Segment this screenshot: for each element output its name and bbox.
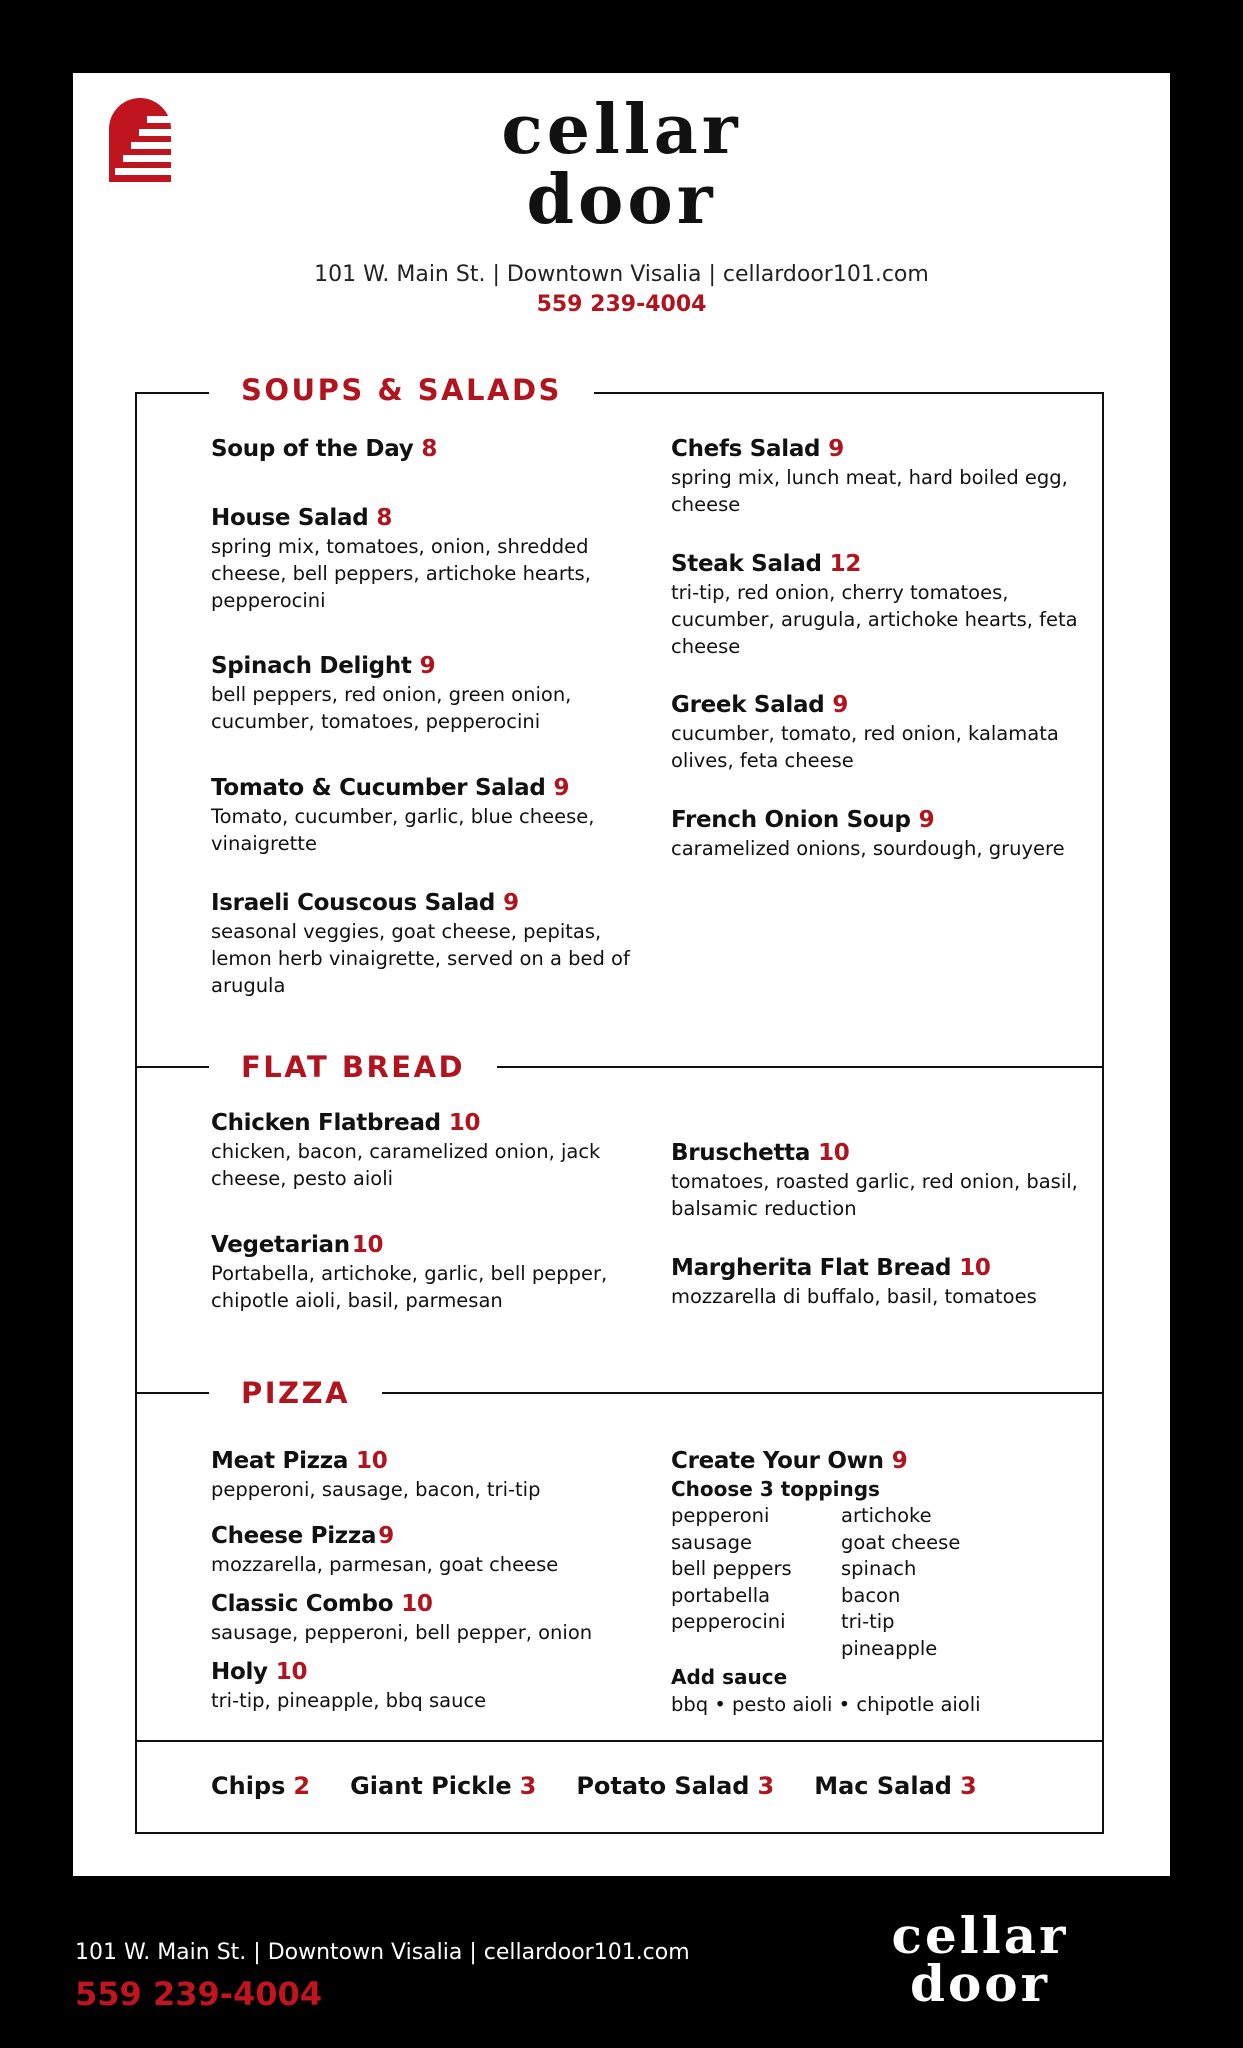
item-name: Soup of the Day bbox=[211, 436, 414, 462]
section-title-pizza: PIZZA bbox=[209, 1375, 382, 1411]
menu-item bbox=[211, 1230, 651, 1314]
item-description: mozzarella, parmesan, goat cheese bbox=[211, 1553, 559, 1576]
header-phone[interactable]: 559 239-4004 bbox=[536, 292, 707, 317]
menu-item bbox=[211, 434, 651, 464]
menu-item bbox=[211, 1446, 651, 1503]
menu-item bbox=[671, 1138, 1111, 1222]
item-name: Holy bbox=[211, 1659, 268, 1685]
item-name: Tomato & Cucumber Salad bbox=[211, 775, 546, 801]
menu-item bbox=[211, 1589, 651, 1646]
item-name: Margherita Flat Bread bbox=[671, 1255, 952, 1281]
menu-item bbox=[671, 549, 1111, 660]
item-price: 10 bbox=[356, 1448, 388, 1474]
item-description: mozzarella di buffalo, basil, tomatoes bbox=[671, 1285, 1037, 1308]
section-title-flatbread: FLAT BREAD bbox=[209, 1049, 497, 1085]
side-price: 3 bbox=[519, 1772, 537, 1800]
item-price: 9 bbox=[553, 775, 570, 801]
item-description: pepperoni, sausage, bacon, tri-tip bbox=[211, 1478, 541, 1501]
topping: pepperoni bbox=[671, 1504, 770, 1527]
item-price: 10 bbox=[275, 1659, 308, 1685]
item-price: 9 bbox=[378, 1523, 394, 1549]
sauce-options: bbq • pesto aioli • chipotle aioli bbox=[671, 1693, 981, 1716]
item-name: Cheese Pizza bbox=[211, 1523, 377, 1549]
item-description: Tomato, cucumber, garlic, blue cheese, vinaigrette bbox=[211, 805, 595, 855]
item-price: 9 bbox=[891, 1448, 908, 1474]
item-price: 10 bbox=[351, 1232, 384, 1258]
section-divider bbox=[135, 1740, 1104, 1742]
toppings-column bbox=[841, 1503, 1011, 1662]
side-price: 3 bbox=[959, 1772, 977, 1800]
menu-item bbox=[211, 1108, 651, 1192]
sauce-label: Add sauce bbox=[671, 1665, 788, 1689]
topping: portabella bbox=[671, 1583, 771, 1607]
menu-item bbox=[211, 1657, 651, 1714]
item-price: 9 bbox=[828, 436, 844, 462]
side-item bbox=[576, 1770, 774, 1802]
item-name: French Onion Soup bbox=[671, 807, 911, 833]
item-price: 9 bbox=[918, 807, 935, 833]
item-name: Greek Salad bbox=[671, 692, 825, 718]
item-description: tri-tip, red onion, cherry tomatoes, cucumber, arugula, artichoke hearts, feta cheese bbox=[671, 581, 1078, 658]
item-price: 8 bbox=[421, 436, 438, 462]
topping: artichoke bbox=[841, 1504, 932, 1527]
item-description: tri-tip, pineapple, bbq sauce bbox=[211, 1689, 487, 1712]
menu-item bbox=[671, 1253, 1111, 1310]
item-description: seasonal veggies, goat cheese, pepitas, lemon herb vinaigrette, served on a bed of arugula bbox=[211, 920, 630, 997]
footer-address: 101 W. Main St. | Downtown Visalia | cellardoor101.com bbox=[75, 1940, 690, 1965]
menu-item bbox=[211, 773, 651, 857]
topping: pineapple bbox=[841, 1636, 938, 1660]
topping: pepperocini bbox=[671, 1610, 786, 1633]
item-price: 10 bbox=[448, 1110, 481, 1136]
item-description: cucumber, tomato, red onion, kalamata olives, feta cheese bbox=[671, 722, 1059, 772]
menu-item bbox=[211, 651, 651, 735]
item-description: caramelized onions, sourdough, gruyere bbox=[671, 837, 1065, 860]
menu-item bbox=[211, 503, 651, 614]
menu-item bbox=[211, 1521, 651, 1578]
side-item bbox=[350, 1770, 536, 1802]
item-description: tomatoes, roasted garlic, red onion, basil, balsamic reduction bbox=[671, 1170, 1078, 1220]
footer-wordmark-line2: door bbox=[909, 1954, 1050, 2013]
item-name: Meat Pizza bbox=[211, 1448, 349, 1474]
create-your-own bbox=[671, 1446, 1071, 1718]
item-description: spring mix, lunch meat, hard boiled egg, cheese bbox=[671, 466, 1068, 516]
topping: tri-tip bbox=[841, 1610, 895, 1633]
side-name: Chips bbox=[211, 1772, 286, 1800]
item-price: 8 bbox=[376, 505, 393, 531]
topping: goat cheese bbox=[841, 1530, 961, 1554]
item-price: 9 bbox=[503, 890, 519, 916]
section-title-soups: SOUPS & SALADS bbox=[209, 372, 594, 408]
item-name: Classic Combo bbox=[211, 1591, 394, 1617]
topping: bacon bbox=[841, 1583, 901, 1607]
item-price: 12 bbox=[829, 551, 862, 577]
item-price: 9 bbox=[419, 653, 436, 679]
item-description: spring mix, tomatoes, onion, shredded cheese, bell peppers, artichoke hearts, pepperocini bbox=[211, 535, 591, 612]
side-price: 2 bbox=[293, 1772, 311, 1800]
item-name: Vegetarian bbox=[211, 1232, 350, 1258]
item-name: Create Your Own bbox=[671, 1448, 884, 1474]
item-description: sausage, pepperoni, bell pepper, onion bbox=[211, 1621, 593, 1644]
menu-item bbox=[671, 434, 1111, 518]
item-price: 10 bbox=[401, 1591, 433, 1617]
footer-phone[interactable]: 559 239-4004 bbox=[75, 1975, 323, 2013]
item-price: 10 bbox=[818, 1140, 850, 1166]
menu-item bbox=[211, 888, 651, 999]
menu-item bbox=[671, 805, 1111, 862]
topping: sausage bbox=[671, 1530, 752, 1554]
toppings-list bbox=[671, 1503, 1071, 1662]
item-price: 9 bbox=[832, 692, 849, 718]
toppings-column bbox=[671, 1503, 841, 1662]
item-name: Spinach Delight bbox=[211, 653, 412, 679]
side-price: 3 bbox=[757, 1772, 775, 1800]
sides-row bbox=[211, 1770, 1017, 1802]
side-item bbox=[211, 1770, 310, 1802]
toppings-label: Choose 3 toppings bbox=[671, 1477, 880, 1501]
item-price: 10 bbox=[959, 1255, 991, 1281]
item-description: bell peppers, red onion, green onion, cucumber, tomatoes, pepperocini bbox=[211, 683, 572, 733]
item-description: chicken, bacon, caramelized onion, jack cheese, pesto aioli bbox=[211, 1140, 601, 1190]
item-description: Portabella, artichoke, garlic, bell pepper, chipotle aioli, basil, parmesan bbox=[211, 1262, 608, 1312]
item-name: House Salad bbox=[211, 505, 369, 531]
item-name: Steak Salad bbox=[671, 551, 822, 577]
header-address: 101 W. Main St. | Downtown Visalia | cellardoor101.com bbox=[314, 262, 929, 287]
side-name: Mac Salad bbox=[814, 1772, 952, 1800]
item-name: Chicken Flatbread bbox=[211, 1110, 441, 1136]
brand-wordmark-line1: cellar bbox=[501, 90, 742, 170]
side-name: Potato Salad bbox=[576, 1772, 750, 1800]
side-name: Giant Pickle bbox=[350, 1772, 512, 1800]
item-name: Chefs Salad bbox=[671, 436, 821, 462]
menu-item bbox=[671, 690, 1111, 774]
side-item bbox=[814, 1770, 976, 1802]
item-name: Israeli Couscous Salad bbox=[211, 890, 496, 916]
topping: bell peppers bbox=[671, 1557, 792, 1580]
topping: spinach bbox=[841, 1557, 917, 1580]
item-name: Bruschetta bbox=[671, 1140, 811, 1166]
brand-wordmark-line2: door bbox=[526, 160, 717, 240]
footer-wordmark-line1: cellar bbox=[891, 1906, 1069, 1965]
